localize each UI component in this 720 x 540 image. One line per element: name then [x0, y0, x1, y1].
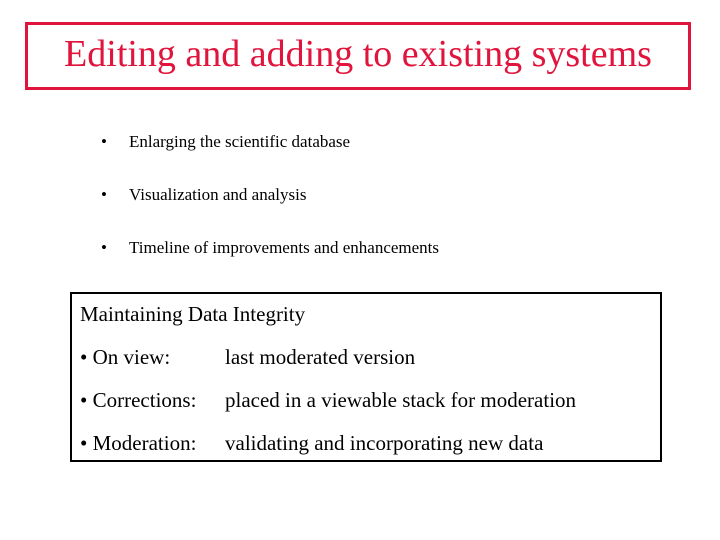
bullet-text: Timeline of improvements and enhancements [129, 238, 440, 257]
bullet-text: Enlarging the scientific database [129, 132, 351, 151]
row-label: • Corrections: [80, 388, 197, 412]
row-value: placed in a viewable stack for moderation [225, 388, 577, 412]
row-label: • Moderation: [80, 431, 197, 455]
slide-title-box [25, 22, 691, 90]
bullet-text: Visualization and analysis [129, 185, 307, 204]
row-value: last moderated version [225, 345, 416, 369]
row-label: • On view: [80, 345, 171, 369]
slide-title: Editing and adding to existing systems [64, 33, 652, 75]
bullet-marker: • [101, 185, 107, 204]
row-value: validating and incorporating new data [225, 431, 544, 455]
data-integrity-box [70, 292, 662, 462]
bullet-marker: • [101, 238, 107, 257]
bullet-marker: • [101, 132, 107, 151]
integrity-heading: Maintaining Data Integrity [80, 302, 306, 326]
